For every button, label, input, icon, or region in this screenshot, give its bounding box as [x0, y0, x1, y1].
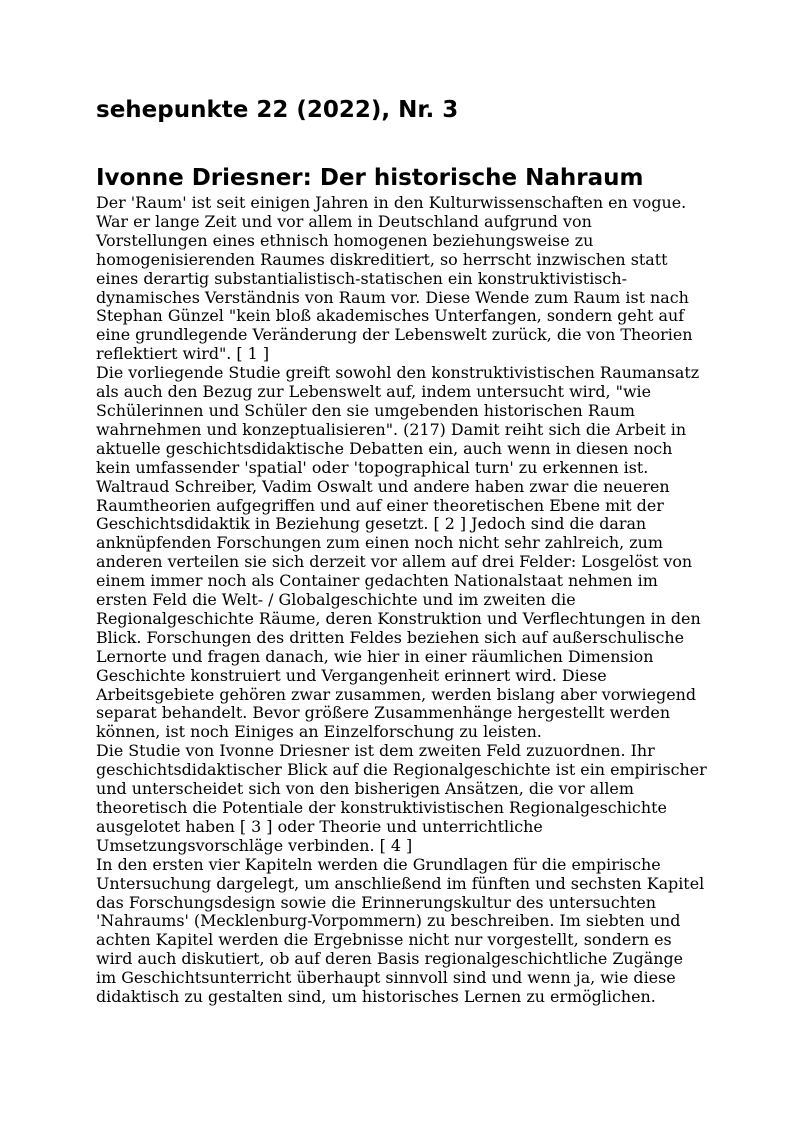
- footnote-reference[interactable]: [ 2 ]: [433, 514, 467, 534]
- body-paragraph: [96, 856, 708, 1007]
- journal-heading: sehepunkte 22 (2022), Nr. 3: [96, 97, 459, 123]
- paragraph-text: Jedoch sind die daran anknüpfenden Forschungen zum einen noch nicht sehr zahlreich, zum anderen verteilen sie sich derzeit vor allem auf drei Felder: Losgelöst von einem immer noch als Container gedachten Nationalstaat nehmen im ersten Feld die Welt- / Globalgeschichte und im zweiten die Regionalgeschichte Räume, deren Konstruktion und Verflechtungen in den Blick. Forschungen des dritten Feldes beziehen sich auf außerschulische Lernorte und fragen danach, wie hier in einer räumlichen Dimension Geschichte konstruiert und Vergangenheit erinnert wird. Diese Arbeitsgebiete gehören zwar zusammen, werden bislang aber vorwiegend separat behandelt. Bevor größere Zusammenhänge hergestellt werden können, ist noch Einiges an Einzelforschung zu leisten.: [96, 514, 701, 742]
- paragraph-text: Der 'Raum' ist seit einigen Jahren in den Kulturwissenschaften en vogue. War er lange Zeit und vor allem in Deutschland aufgrund von Vorstellungen eines ethnisch homogenen beziehungsweise zu homogenisierenden Raumes diskreditiert, so herrscht inzwischen statt eines derartig substantialistisch-statischen ein konstruktivistisch-dynamisches Verständnis von Raum vor. Diese Wende zum Raum ist nach Stephan Günzel "kein bloß akademisches Unterfangen, sondern geht auf eine grundlegende Veränderung der Lebenswelt zurück, die von Theorien reflektiert wird".: [96, 193, 693, 364]
- footnote-reference[interactable]: [ 1 ]: [236, 344, 270, 364]
- review-title: Ivonne Driesner: Der historische Nahraum: [96, 165, 644, 191]
- footnote-reference[interactable]: [ 3 ]: [239, 816, 273, 836]
- body-paragraph: [96, 742, 708, 855]
- body-paragraph: [96, 364, 708, 742]
- paragraph-text: Die vorliegende Studie greift sowohl den konstruktivistischen Raumansatz als auch den Bezug zur Lebenswelt auf, indem untersucht wird, "wie Schülerinnen und Schüler den sie umgebenden historischen Raum wahrnehmen und konzeptualisieren". (217) Damit reiht sich die Arbeit in aktuelle geschichtsdidaktische Debatten ein, auch wenn in diesen noch kein umfassender 'spatial' oder 'topographical turn' zu erkennen ist. Waltraud Schreiber, Vadim Oswalt und andere haben zwar die neueren Raumtheorien aufgegriffen und auf einer theoretischen Ebene mit der Geschichtsdidaktik in Beziehung gesetzt.: [96, 363, 700, 534]
- body-paragraph: [96, 194, 708, 364]
- footnote-reference[interactable]: [ 4 ]: [379, 835, 413, 855]
- paragraph-text: In den ersten vier Kapiteln werden die Grundlagen für die empirische Untersuchung dargelegt, um anschließend im fünften und sechsten Kapitel das Forschungsdesign sowie die Erinnerungskultur des untersuchten 'Nahraums' (Mecklenburg-Vorpommern) zu beschreiben. Im siebten und achten Kapitel werden die Ergebnisse nicht nur vorgestellt, sondern es wird auch diskutiert, ob auf deren Basis regionalgeschichtliche Zugänge im Geschichtsunterricht überhaupt sinnvoll sind und wenn ja, wie diese didaktisch zu gestalten sind, um historisches Lernen zu ermöglichen.: [96, 854, 705, 1007]
- review-body: [96, 194, 708, 1007]
- document-page: [96, 93, 708, 1007]
- paragraph-text: oder Theorie und unterrichtliche Umsetzungsvorschläge verbinden.: [96, 816, 543, 855]
- paragraph-text: Die Studie von Ivonne Driesner ist dem zweiten Feld zuzuordnen. Ihr geschichtsdidaktischer Blick auf die Regionalgeschichte ist ein empirischer und unterscheidet sich von den bisherigen Ansätzen, die vor allem theoretisch die Potentiale der konstruktivistischen Regionalgeschichte ausgelotet haben: [96, 741, 707, 836]
